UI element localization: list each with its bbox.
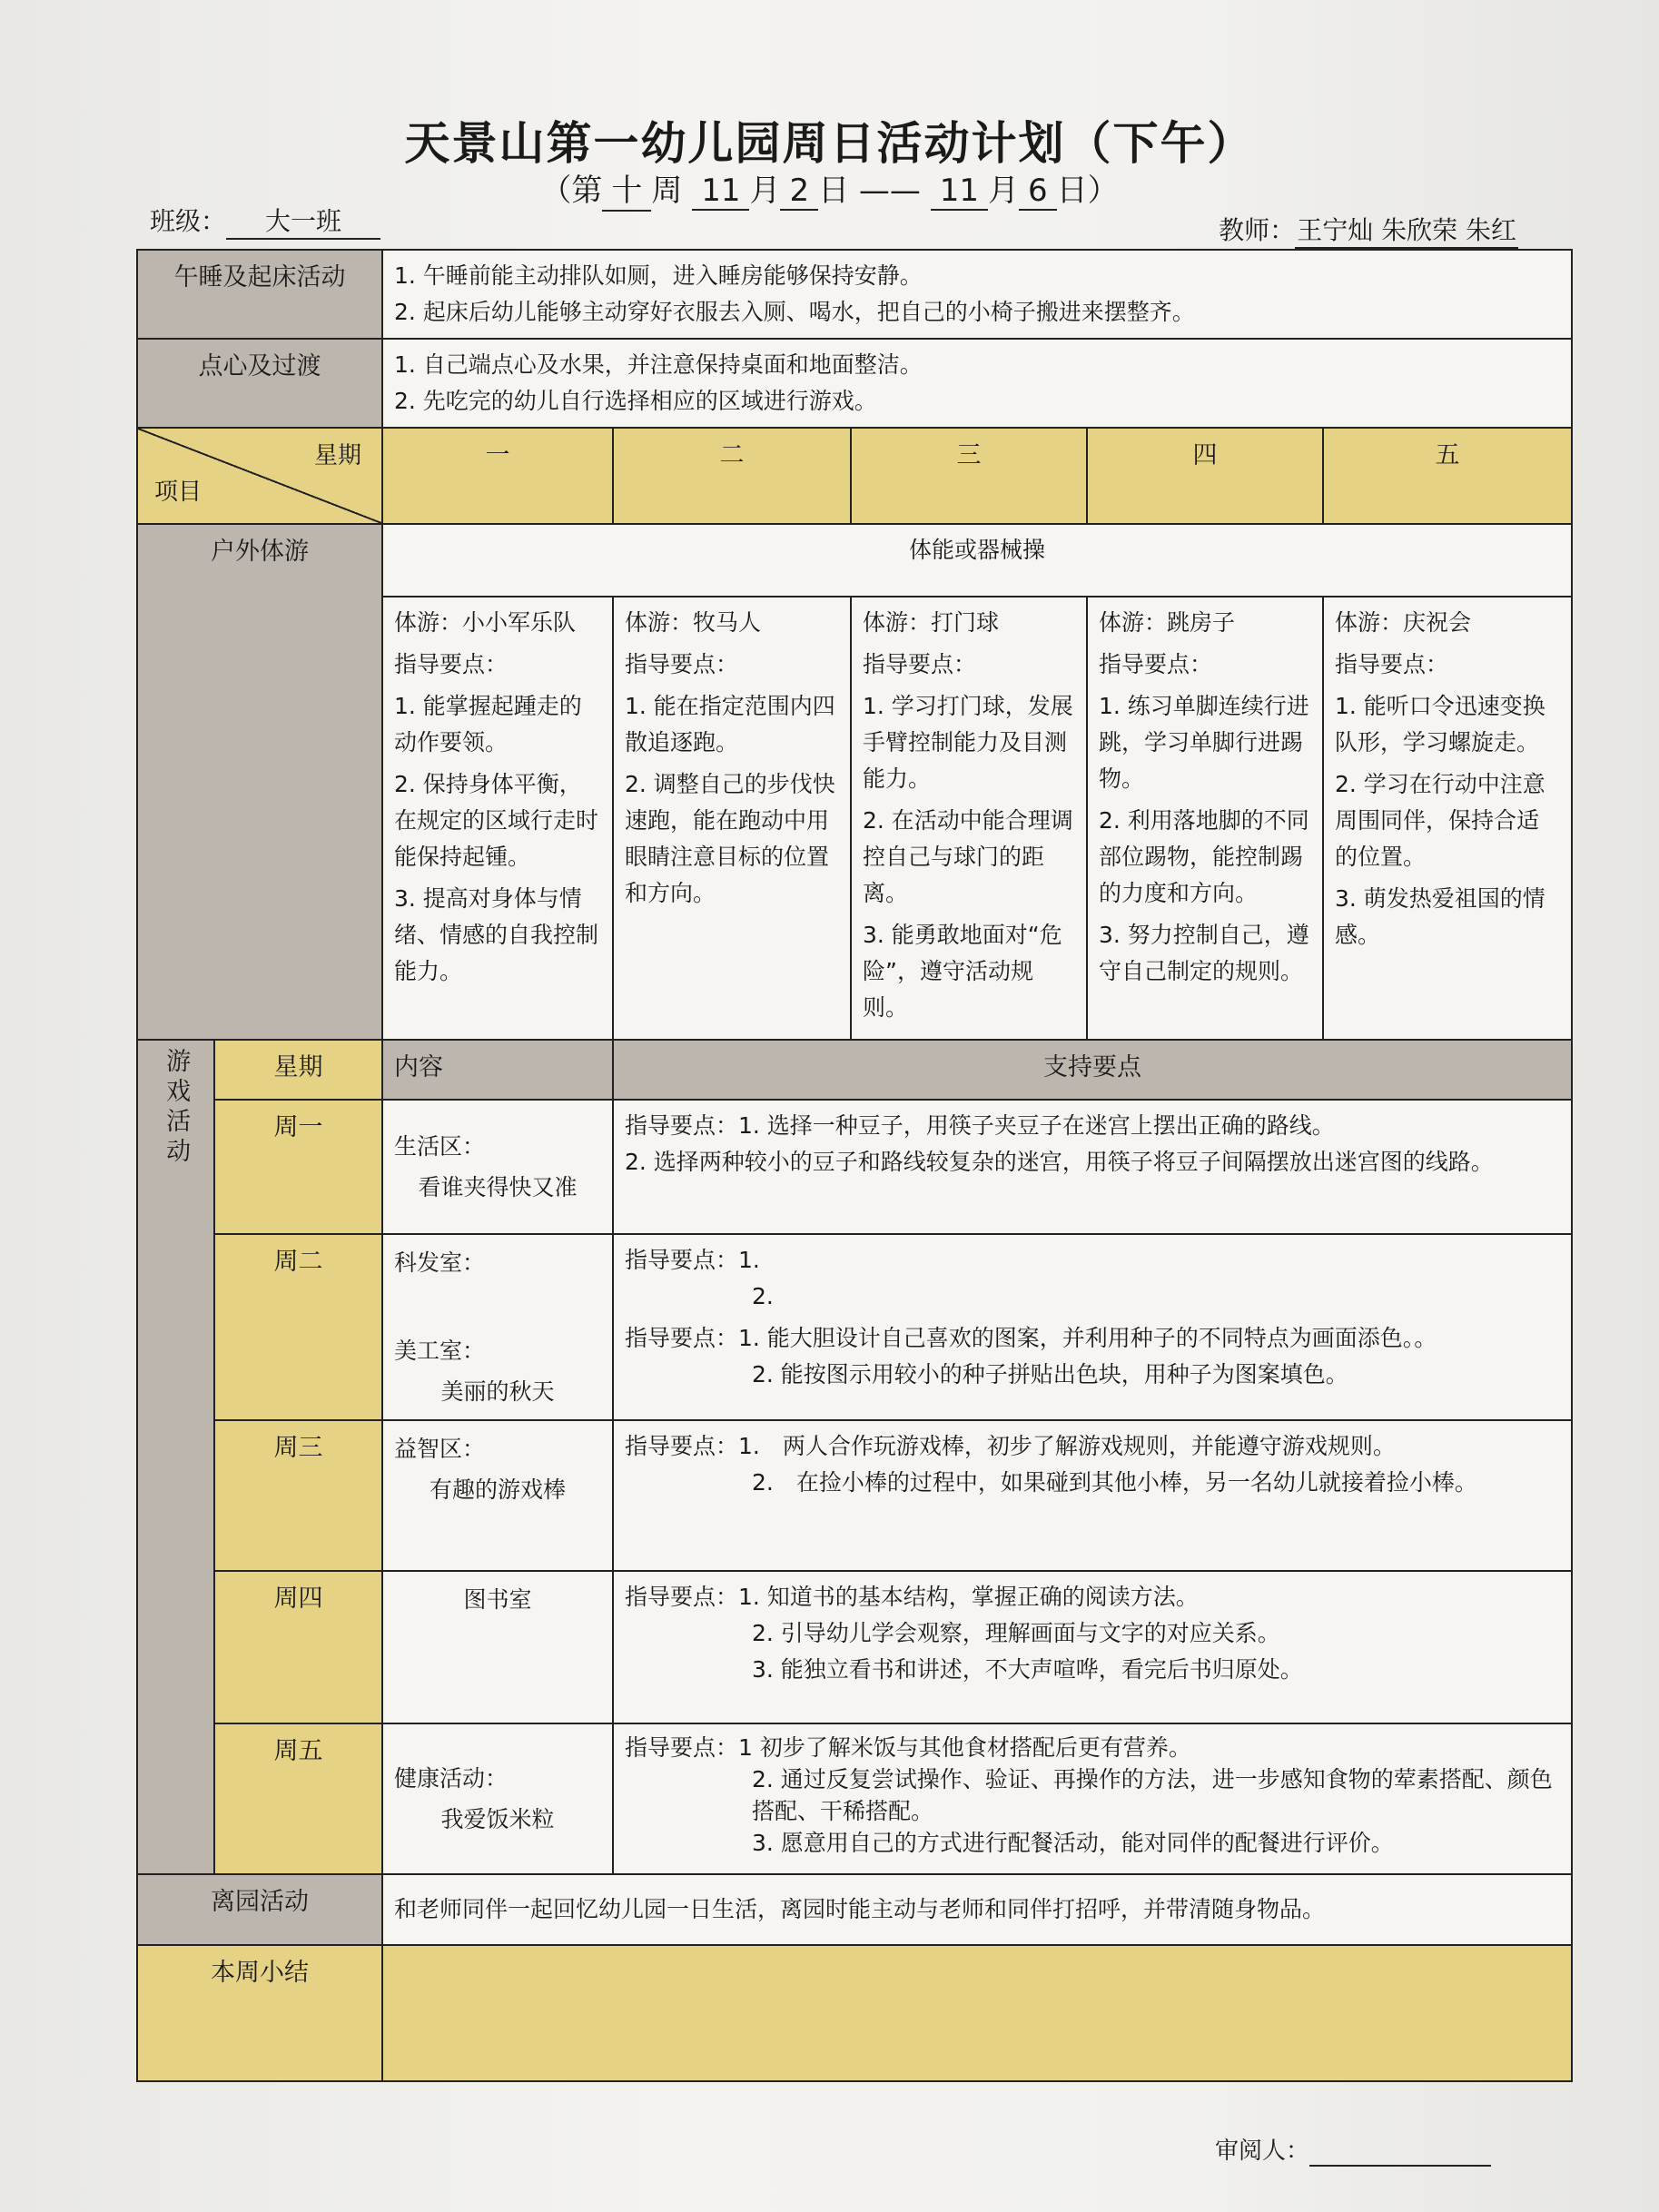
date-part: 日） [1056, 173, 1119, 209]
activity-title: 看谁夹得快又准 [418, 1174, 578, 1200]
activity-name: 体游：打门球 [863, 609, 1000, 636]
snack-content [382, 339, 1572, 428]
activity-guide-label: 指导要点： [863, 651, 977, 677]
activity-guide-label: 指导要点： [394, 651, 509, 677]
games-label: 游戏活动 [162, 1048, 191, 1168]
teacher-label: 教师： [1219, 215, 1296, 245]
games-day: 周三 [214, 1420, 382, 1571]
games-label-cell [137, 1040, 214, 1874]
outdoor-activity-mon [382, 597, 613, 1040]
nap-content [382, 250, 1572, 339]
support-line: 指导要点：1. [625, 1247, 760, 1273]
activity-title: 美丽的秋天 [440, 1378, 555, 1405]
games-col-content: 内容 [382, 1040, 613, 1100]
room-name: 科发室： [394, 1249, 486, 1276]
games-row-thu [137, 1571, 1572, 1723]
summary-row [137, 1945, 1572, 2081]
support-line: 2. 在捡小棒的过程中，如果碰到其他小棒，另一名幼儿就接着捡小棒。 [752, 1469, 1477, 1496]
nap-row [137, 250, 1572, 339]
activity-point: 2. 利用落地脚的不同部位踢物，能控制踢的力度和方向。 [1099, 807, 1309, 906]
room-name: 生活区： [394, 1133, 486, 1160]
room-name: 益智区： [394, 1436, 486, 1462]
games-support [613, 1420, 1572, 1571]
outdoor-activity-tue [613, 597, 851, 1040]
outdoor-category: 体能或器械操 [382, 524, 1572, 597]
snack-line: 2. 先吃完的幼儿自行选择相应的区域进行游戏。 [394, 388, 877, 414]
start-month: 11 [692, 173, 749, 211]
date-part: 月 [749, 173, 781, 209]
week-header-label: 星期 [313, 442, 361, 469]
day-header-thu: 四 [1087, 428, 1323, 524]
activity-point: 1. 能掌握起踵走的动作要领。 [394, 693, 582, 755]
games-content [382, 1420, 613, 1571]
games-day: 周二 [214, 1234, 382, 1420]
summary-content[interactable] [382, 1945, 1572, 2081]
activity-point: 3. 努力控制自己，遵守自己制定的规则。 [1099, 922, 1309, 984]
summary-label: 本周小结 [137, 1945, 382, 2081]
room-name: 健康活动： [394, 1765, 509, 1792]
support-line: 指导要点：1. 两人合作玩游戏棒，初步了解游戏规则，并能遵守游戏规则。 [625, 1433, 1396, 1459]
end-month: 11 [931, 173, 988, 211]
games-row-fri [137, 1723, 1572, 1874]
support-line: 指导要点：1. 选择一种豆子，用筷子夹豆子在迷宫上摆出正确的路线。 [625, 1112, 1335, 1139]
activity-point: 1. 学习打门球，发展手臂控制能力及目测能力。 [863, 693, 1073, 792]
document-title: 天景山第一幼儿园周日活动计划（下午） [404, 117, 1255, 170]
start-day: 2 [780, 173, 818, 211]
teacher-field [1219, 211, 1518, 249]
activity-guide-label: 指导要点： [1335, 651, 1449, 677]
support-line: 2. 能按图示用较小的种子拼贴出色块，用种子为图案填色。 [752, 1361, 1348, 1387]
games-support [613, 1571, 1572, 1723]
diagonal-header [137, 428, 382, 524]
nap-line: 1. 午睡前能主动排队如厕，进入睡房能够保持安静。 [394, 262, 923, 289]
support-line: 2. 引导幼儿学会观察，理解画面与文字的对应关系。 [752, 1620, 1280, 1646]
games-support [613, 1234, 1572, 1420]
class-value: 大一班 [226, 202, 380, 240]
reviewer-field [1215, 2132, 1491, 2167]
teacher-value: 王宁灿 朱欣荣 朱红 [1295, 211, 1518, 249]
activity-name: 体游：跳房子 [1099, 609, 1236, 636]
nap-line: 2. 起床后幼儿能够主动穿好衣服去入厕、喝水，把自己的小椅子搬进来摆整齐。 [394, 299, 1195, 325]
date-part: 周 [651, 173, 683, 209]
outdoor-label: 户外体游 [137, 524, 382, 1040]
activity-point: 1. 能听口令迅速变换队形，学习螺旋走。 [1335, 693, 1545, 755]
support-line: 指导要点：1 初步了解米饭与其他食材搭配后更有营养。 [625, 1734, 1191, 1761]
activity-point: 1. 能在指定范围内四散追逐跑。 [625, 693, 835, 755]
support-line: 3. 愿意用自己的方式进行配餐活动，能对同伴的配餐进行评价。 [752, 1830, 1394, 1856]
activity-title: 有趣的游戏棒 [429, 1476, 566, 1503]
activity-point: 3. 能勇敢地面对“危险”，遵守活动规则。 [863, 922, 1062, 1021]
games-day: 周五 [214, 1723, 382, 1874]
activity-point: 2. 调整自己的步伐快速跑，能在跑动中用眼睛注意目标的位置和方向。 [625, 771, 835, 906]
snack-line: 1. 自己端点心及水果，并注意保持桌面和地面整洁。 [394, 351, 923, 378]
games-row-wed [137, 1420, 1572, 1571]
activity-point: 2. 学习在行动中注意周围同伴，保持合适的位置。 [1335, 771, 1545, 870]
activity-plan-table [136, 249, 1573, 2082]
outdoor-activity-wed [851, 597, 1087, 1040]
activity-point: 3. 萌发热爱祖国的情感。 [1335, 885, 1545, 948]
games-support [613, 1723, 1572, 1874]
leave-row [137, 1874, 1572, 1945]
games-day: 周四 [214, 1571, 382, 1723]
item-header-label: 项目 [154, 479, 202, 507]
outdoor-activity-fri [1323, 597, 1572, 1040]
games-row-tue [137, 1234, 1572, 1420]
date-part: （第 [540, 173, 603, 209]
day-header-wed: 三 [851, 428, 1087, 524]
outdoor-category-row [137, 524, 1572, 597]
reviewer-label: 审阅人： [1214, 2138, 1309, 2165]
day-header-fri: 五 [1323, 428, 1572, 524]
leave-content: 和老师同伴一起回忆幼儿园一日生活，离园时能主动与老师和同伴打招呼，并带清随身物品。 [382, 1874, 1572, 1945]
games-row-mon [137, 1100, 1572, 1234]
snack-row [137, 339, 1572, 428]
games-header-row [137, 1040, 1572, 1100]
activity-point: 3. 提高对身体与情绪、情感的自我控制能力。 [394, 885, 599, 984]
snack-label: 点心及过渡 [137, 339, 382, 428]
class-field [150, 202, 380, 240]
activity-title: 我爱饭米粒 [440, 1806, 555, 1832]
support-line: 2. 通过反复尝试操作、验证、再操作的方法，进一步感知食物的荤素搭配、颜色搭配、干稀搭配。 [752, 1766, 1553, 1824]
activity-guide-label: 指导要点： [625, 651, 739, 677]
activity-name: 体游：牧马人 [625, 609, 762, 636]
activity-name: 体游：小小军乐队 [394, 609, 577, 636]
outdoor-activity-thu [1087, 597, 1323, 1040]
games-support [613, 1100, 1572, 1234]
games-content [382, 1571, 613, 1723]
games-content [382, 1100, 613, 1234]
games-content [382, 1234, 613, 1420]
games-col-support: 支持要点 [613, 1040, 1572, 1100]
room-name: 图书室 [463, 1586, 532, 1613]
end-day: 6 [1019, 173, 1057, 211]
day-header-mon: 一 [382, 428, 613, 524]
support-line: 3. 能独立看书和讲述，不大声喧哗，看完后书归原处。 [752, 1656, 1303, 1683]
date-part: 月 [987, 173, 1019, 209]
games-content [382, 1723, 613, 1874]
support-line: 2. [752, 1283, 774, 1309]
nap-label: 午睡及起床活动 [137, 250, 382, 339]
activity-point: 2. 保持身体平衡，在规定的区域行走时能保持起锺。 [394, 771, 599, 870]
support-line: 指导要点：1. 知道书的基本结构，掌握正确的阅读方法。 [625, 1584, 1199, 1610]
activity-name: 体游：庆祝会 [1335, 609, 1472, 636]
support-line: 指导要点：1. 能大胆设计自己喜欢的图案，并利用种子的不同特点为画面添色。。 [625, 1325, 1437, 1351]
activity-point: 1. 练习单脚连续行进跳，学习单脚行进踢物。 [1099, 693, 1309, 792]
header-row [137, 428, 1572, 524]
room-name: 美工室： [394, 1338, 486, 1364]
reviewer-signature-line[interactable] [1309, 2138, 1491, 2167]
games-day: 周一 [214, 1100, 382, 1234]
day-header-tue: 二 [613, 428, 851, 524]
leave-label: 离园活动 [137, 1874, 382, 1945]
activity-guide-label: 指导要点： [1099, 651, 1213, 677]
games-col-day: 星期 [214, 1040, 382, 1100]
support-line: 2. 选择两种较小的豆子和路线较复杂的迷宫，用筷子将豆子间隔摆放出迷宫图的线路。 [625, 1149, 1494, 1175]
class-label: 班级： [150, 206, 227, 236]
week-number: 十 [602, 165, 651, 212]
activity-point: 2. 在活动中能合理调控自己与球门的距离。 [863, 807, 1073, 906]
date-part: 日 —— [818, 173, 921, 209]
